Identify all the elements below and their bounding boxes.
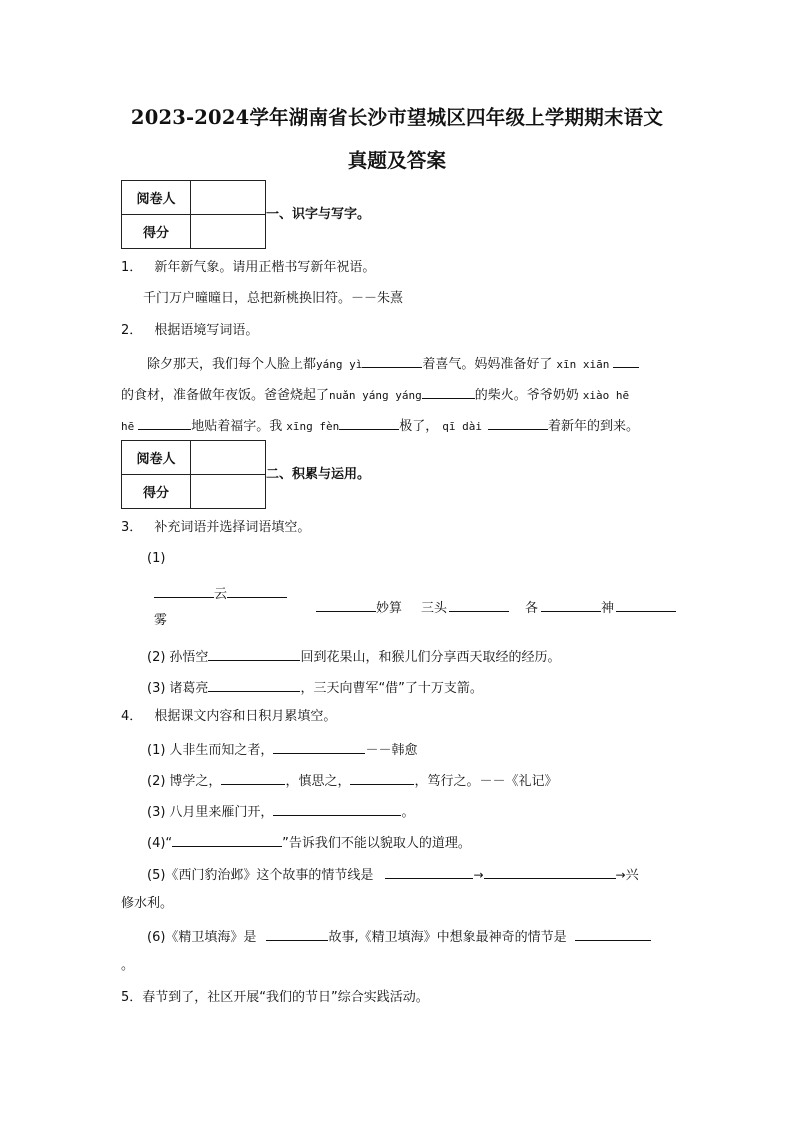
answer-blank[interactable] — [339, 417, 399, 430]
question-prompt: 春节到了，社区开展“我们的节日”综合实践活动。 — [142, 990, 429, 1005]
answer-blank[interactable] — [208, 679, 300, 692]
question-4 — [121, 710, 336, 723]
answer-blank[interactable] — [172, 834, 282, 847]
answer-blank[interactable] — [488, 417, 548, 430]
answer-blank[interactable] — [616, 599, 676, 612]
sub-question: (2) 博学之， ，慎思之， ，笃行之。－－《礼记》 — [147, 774, 558, 789]
score-field[interactable] — [191, 475, 266, 509]
poem-line: 千门万户曈曈日，总把新桃换旧符。－－朱熹 — [143, 291, 404, 306]
answer-blank[interactable] — [362, 355, 422, 368]
sub-question: (4)“ ”告诉我们不能以貌取人的道理。 — [147, 836, 471, 851]
reviewer-field[interactable] — [191, 181, 266, 215]
page-subtitle: 真题及答案 — [347, 149, 447, 172]
sub-question: (5)《西门豹治邺》这个故事的情节线是 → →兴 — [147, 868, 639, 883]
section-heading: 一、识字与写字。 — [266, 207, 371, 222]
question-2 — [121, 324, 258, 337]
question-prompt: 根据课文内容和日积月累填空。 — [154, 709, 337, 724]
continuation-line: 修水利。 — [121, 896, 174, 911]
question-1 — [121, 261, 375, 274]
answer-blank[interactable] — [227, 585, 287, 598]
answer-blank[interactable] — [316, 599, 376, 612]
answer-blank[interactable] — [385, 866, 473, 879]
pinyin: xiào hē — [582, 389, 630, 402]
question-5 — [121, 991, 429, 1004]
arrow-icon: → — [615, 868, 626, 882]
question-number: 5． — [121, 990, 143, 1005]
answer-blank[interactable] — [266, 928, 328, 941]
sub-question: (3) 诸葛亮 ，三天向曹军“借”了十万支箭。 — [147, 681, 483, 696]
answer-blank[interactable] — [273, 741, 365, 754]
answer-blank[interactable] — [273, 803, 401, 816]
answer-blank[interactable] — [350, 772, 414, 785]
page-title: 2023-2024学年湖南省长沙市望城区四年级上学期期末语文 — [130, 106, 664, 129]
section-heading: 二、积累与运用。 — [266, 467, 371, 482]
passage-line-2: 的食材，准备做年夜饭。爸爸烧起了nuǎn yáng yáng 的柴火。爷爷奶奶 xiào hē — [121, 388, 630, 403]
pinyin: xīng fèn — [286, 420, 340, 433]
sub-question: (6)《精卫填海》是 故事,《精卫填海》中想象最神奇的情节是 — [147, 928, 651, 944]
pinyin: qī dài — [442, 420, 483, 433]
score-field[interactable] — [191, 215, 266, 249]
arrow-icon: → — [473, 868, 484, 882]
answer-blank[interactable] — [449, 599, 509, 612]
score-box — [121, 440, 266, 509]
question-number: 3． — [121, 520, 143, 535]
idiom-fill-3: 三头 — [421, 599, 509, 615]
pinyin: hē — [121, 420, 135, 433]
idiom-fill-4: 各 神 — [525, 599, 676, 615]
pinyin: xīn xiān — [556, 358, 610, 371]
answer-blank[interactable] — [613, 355, 639, 368]
continuation-line: 。 — [121, 958, 135, 973]
question-number: 1． — [121, 260, 143, 275]
answer-blank[interactable] — [208, 648, 300, 661]
answer-blank[interactable] — [422, 386, 475, 399]
answer-blank[interactable] — [138, 417, 191, 430]
question-prompt: 新年新气象。请用正楷书写新年祝语。 — [154, 260, 376, 275]
question-prompt: 补充词语并选择词语填空。 — [154, 520, 311, 535]
passage-line-3: hē 地贴着福字。我 xīng fèn 极了， qī dài 着新年的到来。 — [121, 419, 640, 434]
reviewer-label: 阅卷人 — [122, 441, 191, 475]
pinyin: yáng yì — [316, 358, 363, 371]
answer-blank[interactable] — [484, 866, 616, 879]
question-number: 2． — [121, 323, 143, 338]
passage-line-1: 除夕那天，我们每个人脸上都yáng yì 着喜气。妈妈准备好了 xīn xiān — [147, 355, 639, 371]
answer-blank[interactable] — [575, 928, 651, 941]
question-3 — [121, 521, 310, 534]
reviewer-field[interactable] — [191, 441, 266, 475]
reviewer-label: 阅卷人 — [122, 181, 191, 215]
score-label: 得分 — [122, 215, 191, 249]
sub-question: (1) 人非生而知之者， －－韩愈 — [147, 743, 418, 758]
idiom-fill-2: 妙算 — [316, 599, 402, 615]
answer-blank[interactable] — [541, 599, 601, 612]
answer-blank[interactable] — [154, 585, 214, 598]
score-label: 得分 — [122, 475, 191, 509]
question-number: 4． — [121, 709, 143, 724]
question-prompt: 根据语境写词语。 — [154, 323, 259, 338]
score-box — [121, 180, 266, 249]
sub-question: (2) 孙悟空 回到花果山，和猴儿们分享西天取经的经历。 — [147, 650, 561, 665]
sub-question: (3) 八月里来雁门开， 。 — [147, 805, 415, 820]
answer-blank[interactable] — [221, 772, 285, 785]
sub-label: (1) — [147, 551, 166, 566]
idiom-char: 雾 — [154, 613, 168, 628]
idiom-fill-1: 云 — [154, 585, 287, 601]
pinyin: nuǎn yáng yáng — [329, 389, 422, 402]
